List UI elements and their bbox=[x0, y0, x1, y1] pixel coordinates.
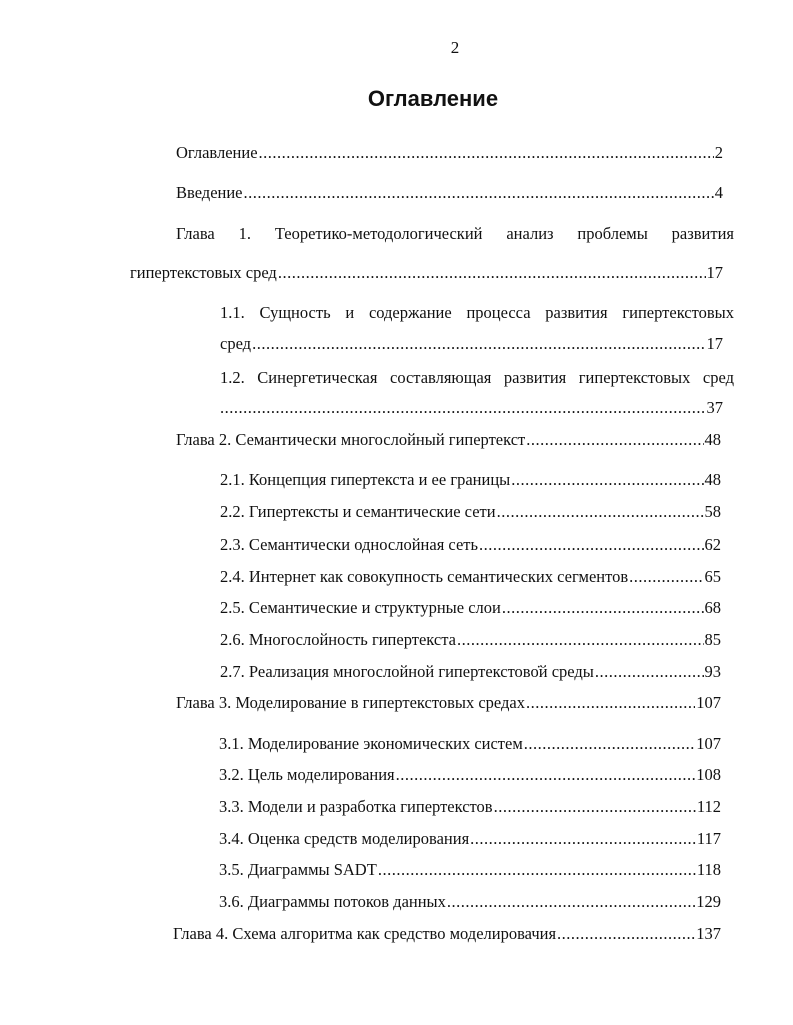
toc-entry-s3-2[interactable] bbox=[219, 765, 721, 785]
toc-label: 3.6. Диаграммы потоков данных bbox=[219, 892, 446, 911]
toc-page: 107 bbox=[696, 734, 721, 753]
toc-leader bbox=[497, 502, 704, 522]
toc-page: 117 bbox=[696, 829, 721, 848]
toc-entry-s2-4[interactable] bbox=[220, 567, 721, 587]
toc-page: 2 bbox=[714, 143, 723, 162]
toc-page: 58 bbox=[704, 502, 721, 521]
toc-page: 85 bbox=[704, 630, 721, 649]
page-number: 2 bbox=[450, 38, 460, 57]
toc-label: Глава 3. Моделирование в гипертекстовых средах bbox=[176, 693, 526, 712]
toc-page: 17 bbox=[706, 263, 723, 282]
toc-page: 107 bbox=[696, 693, 721, 712]
toc-label: 2.6. Многослойность гипертекста bbox=[220, 630, 456, 649]
toc-entry-s3-3[interactable] bbox=[219, 797, 721, 817]
toc-page: 118 bbox=[696, 860, 721, 879]
page-title: Оглавление bbox=[367, 86, 499, 111]
toc-entry-s2-2[interactable] bbox=[220, 502, 721, 522]
toc-label-line1: Глава 1. Теоретико-методологический анализ проблемы развития bbox=[176, 224, 734, 243]
toc-entry-s3-5[interactable] bbox=[219, 860, 721, 880]
toc-entry-s2-3[interactable] bbox=[220, 535, 721, 555]
toc-page: 48 bbox=[704, 470, 721, 489]
toc-leader bbox=[396, 765, 696, 785]
toc-leader bbox=[220, 398, 706, 418]
toc-leader bbox=[447, 892, 695, 912]
toc-entry-s2-5[interactable] bbox=[220, 598, 721, 618]
toc-leader bbox=[526, 693, 695, 713]
toc-leader bbox=[470, 829, 696, 849]
toc-label: 2.3. Семантически однослойная сеть bbox=[220, 535, 479, 554]
toc-page: 68 bbox=[704, 598, 721, 617]
toc-leader bbox=[524, 734, 695, 754]
toc-leader bbox=[494, 797, 696, 817]
toc-label-line2: сред bbox=[220, 334, 252, 353]
toc-leader bbox=[526, 430, 703, 450]
toc-page: 112 bbox=[696, 797, 721, 816]
toc-entry-s2-6[interactable] bbox=[220, 630, 721, 650]
toc-label: 3.5. Диаграммы SADT bbox=[219, 860, 377, 879]
toc-label-line1: 1.1. Сущность и содержание процесса развития гипертекстовых bbox=[220, 303, 734, 322]
toc-leader bbox=[511, 470, 703, 490]
toc-entry-s3-4[interactable] bbox=[219, 829, 721, 849]
toc-label: 2.5. Семантические и структурные слои bbox=[220, 598, 501, 617]
toc-page: 62 bbox=[704, 535, 721, 554]
toc-leader bbox=[502, 598, 704, 618]
toc-page: 137 bbox=[696, 924, 721, 943]
toc-entry-ch4[interactable] bbox=[173, 924, 721, 944]
toc-page: 4 bbox=[714, 183, 723, 202]
toc-page: 108 bbox=[696, 765, 721, 784]
toc-leader bbox=[595, 662, 704, 682]
toc-label: Введение bbox=[176, 183, 243, 202]
toc-leader bbox=[479, 535, 703, 555]
toc-page: 129 bbox=[696, 892, 721, 911]
toc-leader bbox=[378, 860, 696, 880]
toc-leader bbox=[259, 143, 714, 163]
toc-label: Оглавление bbox=[176, 143, 258, 162]
toc-entry-s2-1[interactable] bbox=[220, 470, 721, 490]
toc-label: 3.4. Оценка средств моделирования bbox=[219, 829, 470, 848]
toc-label: 3.3. Модели и разработка гипертекстов bbox=[219, 797, 493, 816]
toc-entry-s3-6[interactable] bbox=[219, 892, 721, 912]
toc-label-line1: 1.2. Синергетическая составляющая развития гипертекстовых сред bbox=[220, 368, 734, 387]
toc-label: Глава 4. Схема алгоритма как средство моделировачия bbox=[173, 924, 557, 943]
toc-label-line2: гипертекстовых сред bbox=[130, 263, 277, 282]
toc-entry-s2-7[interactable] bbox=[220, 662, 721, 682]
toc-entry-ch2[interactable] bbox=[176, 430, 721, 450]
toc-leader bbox=[278, 263, 706, 283]
toc-label: 2.2. Гипертексты и семантические сети bbox=[220, 502, 496, 521]
toc-label: 2.7. Реализация многослойной гипертекстово̇й среды bbox=[220, 662, 594, 681]
toc-leader bbox=[244, 183, 714, 203]
toc-entry-s1-1-tail bbox=[220, 334, 723, 354]
toc-page: 17 bbox=[706, 334, 723, 353]
toc-label: 2.4. Интернет как совокупность семантических сегментов bbox=[220, 567, 629, 586]
toc-page: 93 bbox=[704, 662, 721, 681]
toc-leader bbox=[557, 924, 695, 944]
toc-entry-ch3[interactable] bbox=[176, 693, 721, 713]
toc-entry-ch1-tail bbox=[130, 263, 723, 283]
toc-entry-ogl[interactable] bbox=[176, 143, 723, 163]
toc-page: 48 bbox=[704, 430, 721, 449]
toc-entry-s3-1[interactable] bbox=[219, 734, 721, 754]
toc-label: 3.1. Моделирование экономических систем bbox=[219, 734, 523, 753]
toc-label: 2.1. Концепция гипертекста и ее границы bbox=[220, 470, 511, 489]
toc-leader bbox=[629, 567, 703, 587]
toc-leader bbox=[457, 630, 704, 650]
toc-label: 3.2. Цель моделирования bbox=[219, 765, 395, 784]
toc-leader bbox=[252, 334, 705, 354]
toc-page: 65 bbox=[704, 567, 721, 586]
toc-entry-s1-2-tail bbox=[220, 398, 723, 418]
toc-entry-intro[interactable] bbox=[176, 183, 723, 203]
toc-page: 37 bbox=[706, 398, 723, 417]
toc-label: Глава 2. Семантически многослойный гипертекст bbox=[176, 430, 526, 449]
